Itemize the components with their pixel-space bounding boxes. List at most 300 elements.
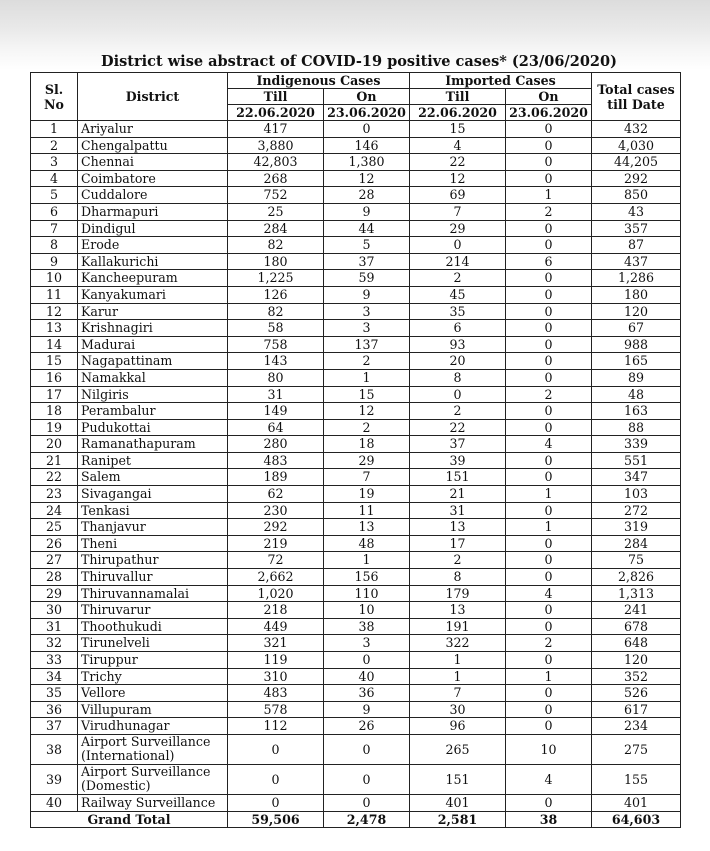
row-total: 4,030	[592, 137, 681, 154]
document-sheet	[30, 52, 680, 828]
row-imp-on: 1	[506, 486, 592, 503]
row-imp-till: 21	[410, 486, 506, 503]
row-imp-till: 35	[410, 303, 506, 320]
row-district: Tenkasi	[78, 502, 228, 519]
row-imp-on: 0	[506, 121, 592, 138]
row-total: 357	[592, 220, 681, 237]
row-ind-till: 321	[228, 635, 324, 652]
row-ind-till: 280	[228, 436, 324, 453]
row-total: 163	[592, 403, 681, 420]
row-imp-on: 0	[506, 137, 592, 154]
row-district: Kanyakumari	[78, 286, 228, 303]
row-ind-till: 149	[228, 403, 324, 420]
row-total: 437	[592, 253, 681, 270]
table-row	[31, 303, 681, 320]
row-ind-till: 292	[228, 519, 324, 536]
row-total: 155	[592, 764, 681, 794]
row-district: Vellore	[78, 685, 228, 702]
row-ind-on: 10	[324, 602, 410, 619]
row-ind-on: 15	[324, 386, 410, 403]
row-total: 648	[592, 635, 681, 652]
table-row	[31, 403, 681, 420]
row-imp-on: 0	[506, 452, 592, 469]
row-imp-till: 69	[410, 187, 506, 204]
row-district: Thiruvarur	[78, 602, 228, 619]
row-sl-no: 31	[31, 618, 78, 635]
header-total: Total cases till Date	[592, 73, 681, 121]
header-ind-till-date: 22.06.2020	[228, 105, 324, 121]
table-row	[31, 652, 681, 669]
row-sl-no: 8	[31, 237, 78, 254]
row-ind-on: 9	[324, 701, 410, 718]
row-sl-no: 21	[31, 452, 78, 469]
row-ind-on: 9	[324, 203, 410, 220]
row-ind-till: 1,020	[228, 585, 324, 602]
row-imp-on: 1	[506, 519, 592, 536]
row-imp-on: 4	[506, 585, 592, 602]
row-imp-on: 0	[506, 552, 592, 569]
row-imp-till: 8	[410, 569, 506, 586]
row-district: Pudukottai	[78, 419, 228, 436]
row-ind-on: 40	[324, 668, 410, 685]
row-sl-no: 12	[31, 303, 78, 320]
row-imp-till: 30	[410, 701, 506, 718]
row-total: 401	[592, 794, 681, 811]
row-imp-till: 22	[410, 154, 506, 171]
table-row	[31, 286, 681, 303]
row-ind-on: 3	[324, 303, 410, 320]
row-total: 678	[592, 618, 681, 635]
row-total: 48	[592, 386, 681, 403]
row-imp-on: 0	[506, 286, 592, 303]
row-ind-on: 0	[324, 121, 410, 138]
row-ind-till: 82	[228, 303, 324, 320]
header-sl-no: Sl. No	[31, 73, 78, 121]
row-district: Thiruvallur	[78, 569, 228, 586]
row-ind-on: 1	[324, 552, 410, 569]
row-ind-on: 146	[324, 137, 410, 154]
row-imp-till: 31	[410, 502, 506, 519]
table-row	[31, 486, 681, 503]
row-ind-till: 483	[228, 452, 324, 469]
row-total: 526	[592, 685, 681, 702]
row-sl-no: 2	[31, 137, 78, 154]
row-ind-till: 25	[228, 203, 324, 220]
row-ind-on: 29	[324, 452, 410, 469]
table-row	[31, 764, 681, 794]
row-total: 43	[592, 203, 681, 220]
row-total: 551	[592, 452, 681, 469]
row-imp-till: 93	[410, 336, 506, 353]
table-row	[31, 635, 681, 652]
row-sl-no: 19	[31, 419, 78, 436]
row-imp-on: 10	[506, 734, 592, 764]
table-row	[31, 701, 681, 718]
row-imp-till: 265	[410, 734, 506, 764]
row-imp-till: 13	[410, 519, 506, 536]
header-row-1	[31, 73, 681, 89]
row-ind-till: 119	[228, 652, 324, 669]
row-imp-on: 0	[506, 794, 592, 811]
row-total: 165	[592, 353, 681, 370]
table-row	[31, 519, 681, 536]
row-total: 67	[592, 320, 681, 337]
row-imp-on: 0	[506, 270, 592, 287]
row-ind-till: 0	[228, 794, 324, 811]
row-ind-on: 0	[324, 734, 410, 764]
row-imp-on: 0	[506, 419, 592, 436]
row-ind-till: 126	[228, 286, 324, 303]
table-row	[31, 353, 681, 370]
grand-total-ind-till: 59,506	[228, 811, 324, 828]
row-ind-till: 449	[228, 618, 324, 635]
row-imp-on: 2	[506, 386, 592, 403]
row-ind-on: 12	[324, 403, 410, 420]
row-district: Krishnagiri	[78, 320, 228, 337]
row-imp-on: 0	[506, 652, 592, 669]
row-sl-no: 5	[31, 187, 78, 204]
row-total: 75	[592, 552, 681, 569]
table-row	[31, 270, 681, 287]
table-row	[31, 253, 681, 270]
row-total: 1,313	[592, 585, 681, 602]
header-indigenous: Indigenous Cases	[228, 73, 410, 89]
row-sl-no: 34	[31, 668, 78, 685]
row-ind-on: 48	[324, 535, 410, 552]
grand-total-ind-on: 2,478	[324, 811, 410, 828]
row-total: 88	[592, 419, 681, 436]
row-sl-no: 22	[31, 469, 78, 486]
row-ind-on: 3	[324, 320, 410, 337]
row-sl-no: 17	[31, 386, 78, 403]
row-sl-no: 14	[31, 336, 78, 353]
grand-total-imp-on: 38	[506, 811, 592, 828]
row-sl-no: 30	[31, 602, 78, 619]
row-ind-till: 58	[228, 320, 324, 337]
row-district: Airport Surveillance (International)	[78, 734, 228, 764]
row-ind-on: 1	[324, 369, 410, 386]
row-ind-till: 417	[228, 121, 324, 138]
row-total: 2,826	[592, 569, 681, 586]
row-imp-till: 322	[410, 635, 506, 652]
table-row	[31, 436, 681, 453]
row-ind-on: 44	[324, 220, 410, 237]
table-row	[31, 203, 681, 220]
row-total: 1,286	[592, 270, 681, 287]
row-imp-till: 7	[410, 203, 506, 220]
row-district: Kancheepuram	[78, 270, 228, 287]
table-row	[31, 685, 681, 702]
row-sl-no: 9	[31, 253, 78, 270]
row-imp-on: 0	[506, 569, 592, 586]
row-imp-till: 191	[410, 618, 506, 635]
row-imp-on: 4	[506, 436, 592, 453]
row-total: 234	[592, 718, 681, 735]
row-imp-on: 6	[506, 253, 592, 270]
row-sl-no: 16	[31, 369, 78, 386]
row-sl-no: 40	[31, 794, 78, 811]
row-district: Chennai	[78, 154, 228, 171]
row-sl-no: 38	[31, 734, 78, 764]
header-ind-on: On	[324, 89, 410, 105]
row-imp-on: 0	[506, 353, 592, 370]
header-imp-on: On	[506, 89, 592, 105]
row-sl-no: 25	[31, 519, 78, 536]
row-ind-on: 9	[324, 286, 410, 303]
row-imp-till: 2	[410, 552, 506, 569]
row-ind-till: 189	[228, 469, 324, 486]
table-row	[31, 170, 681, 187]
row-imp-till: 151	[410, 469, 506, 486]
header-district: District	[78, 73, 228, 121]
row-ind-till: 72	[228, 552, 324, 569]
row-ind-on: 7	[324, 469, 410, 486]
row-imp-till: 37	[410, 436, 506, 453]
row-ind-on: 0	[324, 794, 410, 811]
row-sl-no: 7	[31, 220, 78, 237]
row-ind-till: 758	[228, 336, 324, 353]
row-total: 87	[592, 237, 681, 254]
row-district: Thirupathur	[78, 552, 228, 569]
row-district: Tiruppur	[78, 652, 228, 669]
row-sl-no: 24	[31, 502, 78, 519]
row-imp-on: 4	[506, 764, 592, 794]
row-ind-on: 28	[324, 187, 410, 204]
row-ind-on: 36	[324, 685, 410, 702]
row-total: 120	[592, 652, 681, 669]
row-imp-till: 45	[410, 286, 506, 303]
row-imp-till: 4	[410, 137, 506, 154]
row-ind-till: 80	[228, 369, 324, 386]
table-row	[31, 585, 681, 602]
table-row	[31, 369, 681, 386]
row-total: 850	[592, 187, 681, 204]
row-imp-on: 0	[506, 602, 592, 619]
row-imp-till: 6	[410, 320, 506, 337]
row-ind-on: 38	[324, 618, 410, 635]
row-imp-on: 1	[506, 668, 592, 685]
row-imp-on: 0	[506, 369, 592, 386]
row-ind-on: 1,380	[324, 154, 410, 171]
header-imp-till-date: 22.06.2020	[410, 105, 506, 121]
row-district: Sivagangai	[78, 486, 228, 503]
row-total: 347	[592, 469, 681, 486]
row-ind-on: 2	[324, 353, 410, 370]
row-sl-no: 13	[31, 320, 78, 337]
row-sl-no: 10	[31, 270, 78, 287]
table-row	[31, 137, 681, 154]
row-total: 103	[592, 486, 681, 503]
row-ind-till: 62	[228, 486, 324, 503]
row-imp-till: 17	[410, 535, 506, 552]
row-district: Villupuram	[78, 701, 228, 718]
row-ind-till: 230	[228, 502, 324, 519]
row-ind-till: 0	[228, 764, 324, 794]
row-district: Coimbatore	[78, 170, 228, 187]
row-ind-till: 1,225	[228, 270, 324, 287]
row-sl-no: 20	[31, 436, 78, 453]
row-district: Karur	[78, 303, 228, 320]
row-imp-till: 0	[410, 386, 506, 403]
row-imp-on: 1	[506, 187, 592, 204]
row-imp-on: 0	[506, 718, 592, 735]
row-ind-on: 3	[324, 635, 410, 652]
row-imp-till: 20	[410, 353, 506, 370]
row-total: 44,205	[592, 154, 681, 171]
row-imp-till: 39	[410, 452, 506, 469]
row-ind-on: 110	[324, 585, 410, 602]
row-district: Ariyalur	[78, 121, 228, 138]
row-district: Trichy	[78, 668, 228, 685]
row-imp-on: 0	[506, 303, 592, 320]
table-row	[31, 569, 681, 586]
row-imp-till: 151	[410, 764, 506, 794]
row-ind-till: 143	[228, 353, 324, 370]
row-ind-till: 218	[228, 602, 324, 619]
row-sl-no: 1	[31, 121, 78, 138]
row-ind-till: 2,662	[228, 569, 324, 586]
row-ind-on: 59	[324, 270, 410, 287]
row-sl-no: 3	[31, 154, 78, 171]
row-imp-on: 2	[506, 203, 592, 220]
row-imp-on: 0	[506, 170, 592, 187]
header-ind-on-date: 23.06.2020	[324, 105, 410, 121]
row-imp-till: 1	[410, 652, 506, 669]
table-row	[31, 602, 681, 619]
row-district: Nilgiris	[78, 386, 228, 403]
row-sl-no: 39	[31, 764, 78, 794]
table-row	[31, 237, 681, 254]
row-total: 319	[592, 519, 681, 536]
row-total: 180	[592, 286, 681, 303]
row-imp-till: 214	[410, 253, 506, 270]
table-body	[31, 121, 681, 812]
row-imp-till: 12	[410, 170, 506, 187]
row-district: Nagapattinam	[78, 353, 228, 370]
row-ind-till: 483	[228, 685, 324, 702]
table-row	[31, 154, 681, 171]
table-row	[31, 535, 681, 552]
row-district: Erode	[78, 237, 228, 254]
row-district: Ramanathapuram	[78, 436, 228, 453]
row-district: Dindigul	[78, 220, 228, 237]
row-district: Thanjavur	[78, 519, 228, 536]
row-ind-on: 156	[324, 569, 410, 586]
row-ind-till: 64	[228, 419, 324, 436]
row-ind-till: 219	[228, 535, 324, 552]
row-ind-till: 31	[228, 386, 324, 403]
row-sl-no: 26	[31, 535, 78, 552]
row-sl-no: 37	[31, 718, 78, 735]
row-imp-on: 0	[506, 220, 592, 237]
row-imp-till: 8	[410, 369, 506, 386]
row-imp-on: 0	[506, 403, 592, 420]
row-sl-no: 15	[31, 353, 78, 370]
table-row	[31, 502, 681, 519]
row-district: Chengalpattu	[78, 137, 228, 154]
row-district: Perambalur	[78, 403, 228, 420]
row-ind-on: 13	[324, 519, 410, 536]
page-title: District wise abstract of COVID-19 positive cases* (23/06/2020)	[101, 53, 617, 70]
row-sl-no: 36	[31, 701, 78, 718]
row-imp-on: 0	[506, 502, 592, 519]
row-district: Ranipet	[78, 452, 228, 469]
row-imp-till: 2	[410, 403, 506, 420]
table-row	[31, 794, 681, 811]
row-ind-on: 137	[324, 336, 410, 353]
row-imp-till: 29	[410, 220, 506, 237]
row-imp-on: 0	[506, 237, 592, 254]
row-sl-no: 18	[31, 403, 78, 420]
table-row	[31, 734, 681, 764]
row-imp-till: 401	[410, 794, 506, 811]
table-row	[31, 419, 681, 436]
row-ind-till: 284	[228, 220, 324, 237]
row-district: Thoothukudi	[78, 618, 228, 635]
covid-abstract-table	[30, 72, 681, 828]
row-total: 352	[592, 668, 681, 685]
row-total: 89	[592, 369, 681, 386]
table-row	[31, 668, 681, 685]
row-imp-till: 1	[410, 668, 506, 685]
row-district: Namakkal	[78, 369, 228, 386]
header-imp-till: Till	[410, 89, 506, 105]
row-total: 292	[592, 170, 681, 187]
header-ind-till: Till	[228, 89, 324, 105]
row-sl-no: 27	[31, 552, 78, 569]
row-sl-no: 23	[31, 486, 78, 503]
row-ind-on: 11	[324, 502, 410, 519]
table-row	[31, 618, 681, 635]
table-row	[31, 718, 681, 735]
row-sl-no: 29	[31, 585, 78, 602]
row-district: Kallakurichi	[78, 253, 228, 270]
row-district: Dharmapuri	[78, 203, 228, 220]
row-district: Cuddalore	[78, 187, 228, 204]
row-total: 339	[592, 436, 681, 453]
row-imp-on: 0	[506, 685, 592, 702]
row-imp-on: 0	[506, 618, 592, 635]
row-imp-till: 0	[410, 237, 506, 254]
header-imported: Imported Cases	[410, 73, 592, 89]
table-row	[31, 336, 681, 353]
table-row	[31, 220, 681, 237]
row-imp-on: 0	[506, 469, 592, 486]
row-ind-till: 310	[228, 668, 324, 685]
table-row	[31, 386, 681, 403]
row-ind-till: 82	[228, 237, 324, 254]
row-ind-till: 180	[228, 253, 324, 270]
row-ind-on: 26	[324, 718, 410, 735]
row-district: Airport Surveillance (Domestic)	[78, 764, 228, 794]
row-imp-on: 0	[506, 336, 592, 353]
row-imp-till: 7	[410, 685, 506, 702]
row-imp-till: 13	[410, 602, 506, 619]
row-total: 275	[592, 734, 681, 764]
row-total: 432	[592, 121, 681, 138]
row-sl-no: 33	[31, 652, 78, 669]
row-district: Thiruvannamalai	[78, 585, 228, 602]
row-ind-on: 37	[324, 253, 410, 270]
row-ind-till: 112	[228, 718, 324, 735]
row-district: Virudhunagar	[78, 718, 228, 735]
row-imp-on: 0	[506, 154, 592, 171]
row-ind-till: 578	[228, 701, 324, 718]
table-row	[31, 187, 681, 204]
row-district: Madurai	[78, 336, 228, 353]
row-ind-on: 5	[324, 237, 410, 254]
row-sl-no: 35	[31, 685, 78, 702]
